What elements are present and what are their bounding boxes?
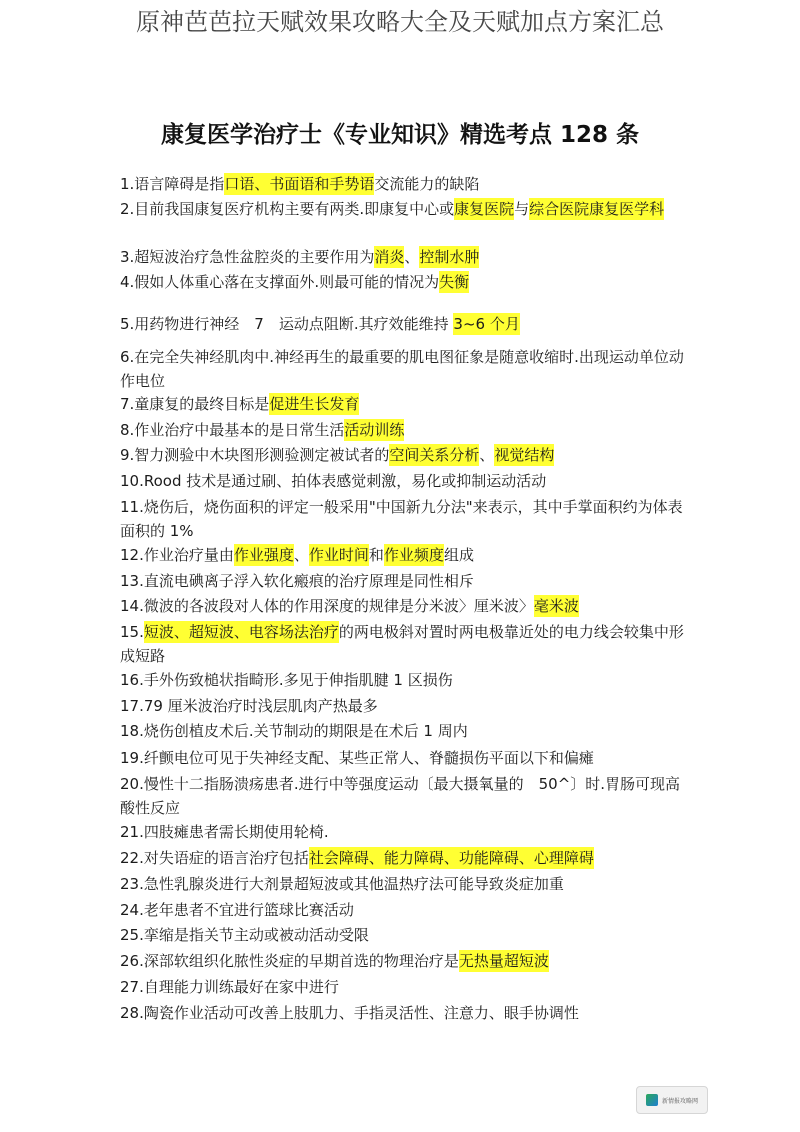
highlighted-text: 社会障碍、能力障碍、功能障碍、心理障碍 [308,849,594,867]
item-text: 1.语言障碍是指 [120,175,225,193]
item-text: 20.慢性十二指肠溃疡患者.进行中等强度运动〔最大摄氧量的 50^〕时.胃肠可现高酸性反应 [120,775,681,817]
list-item [120,898,686,922]
highlighted-text: 作业时间 [308,546,369,564]
list-item [120,392,686,416]
highlighted-text: 作业强度 [233,546,294,564]
highlighted-text: 空间关系分析 [389,446,480,464]
item-text: 25.挛缩是指关节主动或被动活动受限 [120,926,369,944]
item-text: 4.假如人体重心落在支撑面外.则最可能的情况为 [120,273,440,291]
item-text: 26.深部软组织化脓性炎症的早期首选的物理治疗是 [120,952,459,970]
list-item [120,418,686,442]
list-item [120,719,686,743]
highlighted-text: 口语、书面语和手势语 [224,175,375,193]
item-text: 、 [404,248,420,266]
item-text: 2.目前我国康复医疗机构主要有两类.即康复中心或 [120,200,455,218]
item-text: 8.作业治疗中最基本的是日常生活 [120,421,345,439]
item-text: 21.四肢瘫患者需长期使用轮椅. [120,823,329,841]
item-text: 5.用药物进行神经 7 运动点阻断.其疗效能维持 [120,315,454,333]
list-item [120,975,686,999]
list-item [120,172,686,196]
highlighted-text: 毫米波 [533,597,579,615]
document-title: 康复医学治疗士《专业知识》精选考点 128 条 [160,122,640,148]
item-text: 22.对失语症的语言治疗包括 [120,849,309,867]
highlighted-text: 康复医院 [454,200,515,218]
site-logo-icon [646,1094,658,1106]
item-text: 组成 [443,546,474,564]
list-item [120,746,686,770]
list-item [120,620,686,668]
list-item [120,694,686,718]
list-item [120,495,686,543]
list-item [120,594,686,618]
highlighted-text: 活动训练 [344,421,405,439]
item-text: 9.智力测验中木块图形测验测定被试者的 [120,446,390,464]
page-header-title: 原神芭芭拉天赋效果攻略大全及天赋加点方案汇总 [136,8,664,36]
highlighted-text: 作业频度 [383,546,444,564]
list-item [120,820,686,844]
item-text: 6.在完全失神经肌肉中.神经再生的最重要的肌电图征象是随意收缩时.出现运动单位动作电位 [120,348,684,390]
list-item [120,1001,686,1025]
highlighted-text: 控制水肿 [419,248,480,266]
highlighted-text: 综合医院康复医学科 [529,200,665,218]
list-item [120,270,686,294]
highlighted-text: 3~6 个月 [453,315,520,333]
highlighted-text: 无热量超短波 [458,952,549,970]
item-text: 与 [514,200,530,218]
item-text: 10.Rood 技术是通过刷、拍体表感觉刺激，易化或抑制运动活动 [120,472,547,490]
item-text: 的两电极斜对置时两电极靠近处的电力线会较集中形成短路 [120,623,684,665]
item-text: 12.作业治疗量由 [120,546,234,564]
item-text: 交流能力的缺陷 [374,175,480,193]
watermark-text: 新情报攻略网 [661,1097,698,1105]
list-item [120,668,686,692]
item-text: 14.微波的各波段对人体的作用深度的规律是分米波〉厘米波〉 [120,597,534,615]
highlighted-text: 短波、超短波、电容场法治疗 [143,623,339,641]
list-item [120,345,686,393]
item-text: 11.烧伤后，烧伤面积的评定一般采用"中国新九分法"来表示，其中手掌面积约为体表面积的 1% [120,498,683,540]
item-text: 13.直流电碘离子浮入软化瘢痕的治疗原理是同性相斥 [120,572,474,590]
item-text: 和 [368,546,384,564]
highlighted-text: 促进生长发育 [269,395,360,413]
watermark-badge[interactable] [636,1086,708,1114]
list-item [120,469,686,493]
list-item [120,923,686,947]
list-item [120,872,686,896]
item-text: 19.纤颤电位可见于失神经支配、某些正常人、脊髓损伤平面以下和偏瘫 [120,749,594,767]
highlighted-text: 失衡 [439,273,470,291]
list-item [120,949,686,973]
list-item [120,443,686,467]
list-item [120,569,686,593]
item-text: 17.79 厘米波治疗时浅层肌肉产热最多 [120,697,378,715]
item-text: 18.烧伤创植皮术后.关节制动的期限是在术后 1 周内 [120,722,468,740]
list-item [120,245,686,269]
item-text: 、 [293,546,309,564]
item-text: 23.急性乳腺炎进行大剂景超短波或其他温热疗法可能导致炎症加重 [120,875,564,893]
list-item [120,312,686,336]
item-text: 7.童康复的最终目标是 [120,395,270,413]
list-item [120,772,686,820]
item-text: 3.超短波治疗急性盆腔炎的主要作用为 [120,248,375,266]
highlighted-text: 视觉结构 [494,446,555,464]
item-text: 24.老年患者不宜进行篮球比赛活动 [120,901,354,919]
highlighted-text: 消炎 [374,248,405,266]
list-item [120,197,686,221]
item-text: 28.陶瓷作业活动可改善上肢肌力、手指灵活性、注意力、眼手协调性 [120,1004,579,1022]
item-text: 27.自理能力训练最好在家中进行 [120,978,339,996]
item-text: 15. [120,623,144,641]
item-text: 16.手外伤致槌状指畸形.多见于伸指肌腱 1 区损伤 [120,671,453,689]
item-text: 、 [479,446,495,464]
list-item [120,543,686,567]
list-item [120,846,686,870]
